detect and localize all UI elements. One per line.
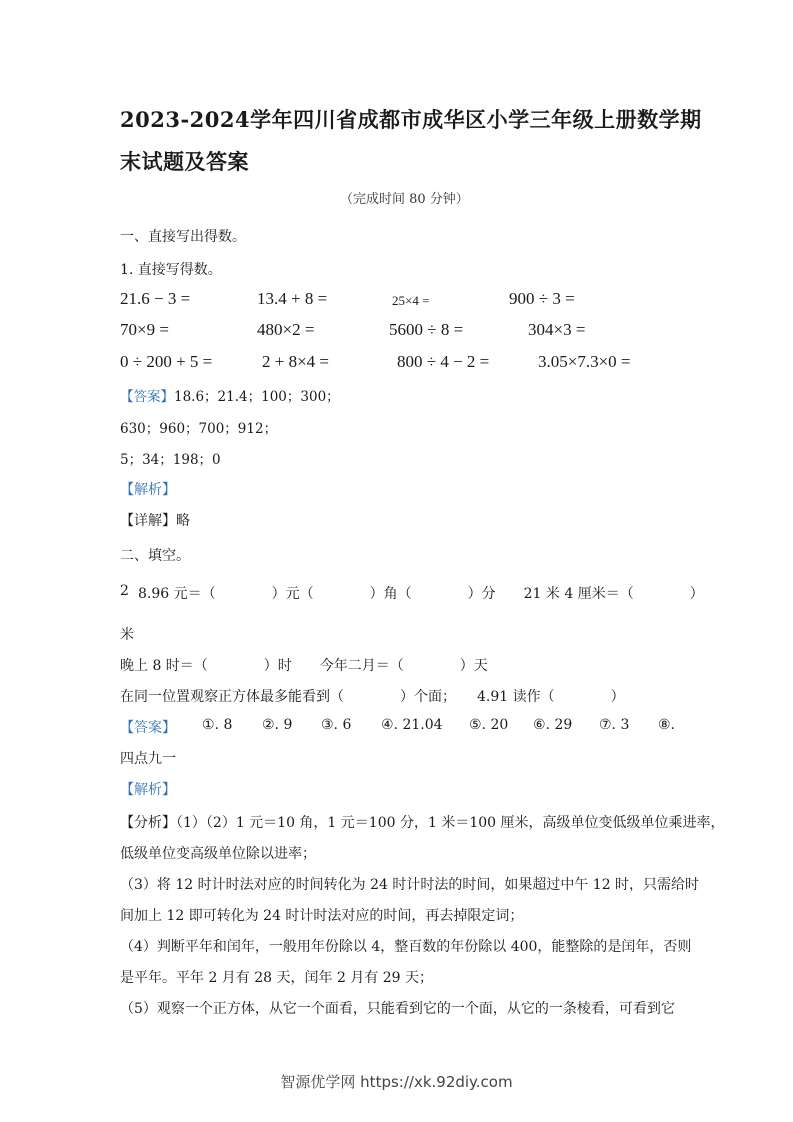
- calc-item: 21.6 − 3 =: [120, 289, 191, 308]
- analysis-line: （3）将 12 时计时法对应的时间转化为 24 时计时法的时间，如果超过中午 12 时，只需给时: [120, 877, 700, 893]
- answer-item: ③. 6: [321, 717, 352, 733]
- calc-item: 0 ÷ 200 + 5 =: [120, 352, 213, 371]
- answer-tag: 【答案】: [120, 389, 174, 405]
- answer-item: ⑥. 29: [533, 717, 573, 733]
- calc-item: 70×9 =: [120, 320, 169, 339]
- calc-item: 480×2 =: [257, 320, 315, 339]
- document-title-line2: 末试题及答案: [120, 149, 249, 174]
- answer-continued: 四点九一: [120, 751, 176, 767]
- answer-item: ④. 21.04: [381, 717, 443, 733]
- calc-item: 304×3 =: [528, 320, 586, 339]
- fenxi-text: （1）（2）1 元＝10 角，1 元＝100 分，1 米＝100 厘米，高级单位变低级单位乘进率，: [176, 815, 725, 831]
- calc-item: 800 ÷ 4 − 2 =: [397, 352, 490, 371]
- answer-item: ②. 9: [262, 717, 293, 733]
- analysis-line: （5）观察一个正方体，从它一个面看，只能看到它的一个面，从它的一条棱看，可看到它: [120, 1001, 675, 1017]
- answer-text: 18.6；21.4；100；300；: [174, 389, 340, 405]
- calc-item: 3.05×7.3×0 =: [538, 352, 631, 371]
- calc-item: 25×4 =: [392, 293, 430, 308]
- section1-heading: 一、直接写出得数。: [120, 229, 246, 245]
- answer-line: [120, 385, 340, 405]
- analysis-line: 间加上 12 即可转化为 24 时计时法对应的时间，再去掉限定词；: [120, 908, 524, 924]
- analysis-line: [120, 812, 725, 832]
- analysis-line: 低级单位变高级单位除以进率；: [120, 846, 316, 862]
- detail-line: [120, 510, 190, 530]
- question2-number: 2: [120, 583, 129, 599]
- detail-text: 略: [176, 513, 190, 529]
- calc-item: 900 ÷ 3 =: [509, 289, 575, 308]
- answer-item: ⑤. 20: [469, 717, 509, 733]
- answer-line: 5；34；198；0: [120, 452, 221, 468]
- question2-text: 8.96 元＝（ ）元（ ）角（ ）分 21 米 4 厘米＝（ ）: [138, 586, 704, 602]
- answer-item: ⑧.: [658, 717, 676, 733]
- analysis-tag: 【解析】: [120, 782, 176, 798]
- answer-item: ①. 8: [202, 717, 233, 733]
- calc-item: 13.4 + 8 =: [257, 289, 328, 308]
- document-title-line1: 2023-2024学年四川省成都市成华区小学三年级上册数学期: [120, 107, 702, 132]
- analysis-line: （4）判断平年和闰年，一般用年份除以 4，整百数的年份除以 400，能整除的是闰年，否则: [120, 939, 692, 955]
- analysis-tag: 【解析】: [120, 482, 176, 498]
- fenxi-tag: 【分析】: [120, 815, 176, 831]
- answer-item: ⑦. 3: [599, 717, 630, 733]
- footer-watermark: 智源优学网 https://xk.92diy.com: [280, 1073, 513, 1091]
- section2-heading: 二、填空。: [120, 548, 190, 564]
- time-note: （完成时间 80 分钟）: [340, 192, 469, 207]
- answer-tag: 【答案】: [120, 720, 176, 736]
- answer-line: 630；960；700；912；: [120, 421, 278, 437]
- question2-continued: 米: [120, 627, 134, 643]
- question1-label: 1. 直接写得数。: [120, 262, 222, 278]
- calc-item: 5600 ÷ 8 =: [389, 320, 464, 339]
- question2-line3: 在同一位置观察正方体最多能看到（ ）个面； 4.91 读作（ ）: [120, 689, 625, 705]
- question2-line2: 晚上 8 时＝（ ）时 今年二月＝（ ）天: [120, 658, 488, 674]
- analysis-line: 是平年。平年 2 月有 28 天，闰年 2 月有 29 天；: [120, 970, 434, 986]
- detail-tag: 【详解】: [120, 513, 176, 529]
- calc-item: 2 + 8×4 =: [262, 352, 330, 371]
